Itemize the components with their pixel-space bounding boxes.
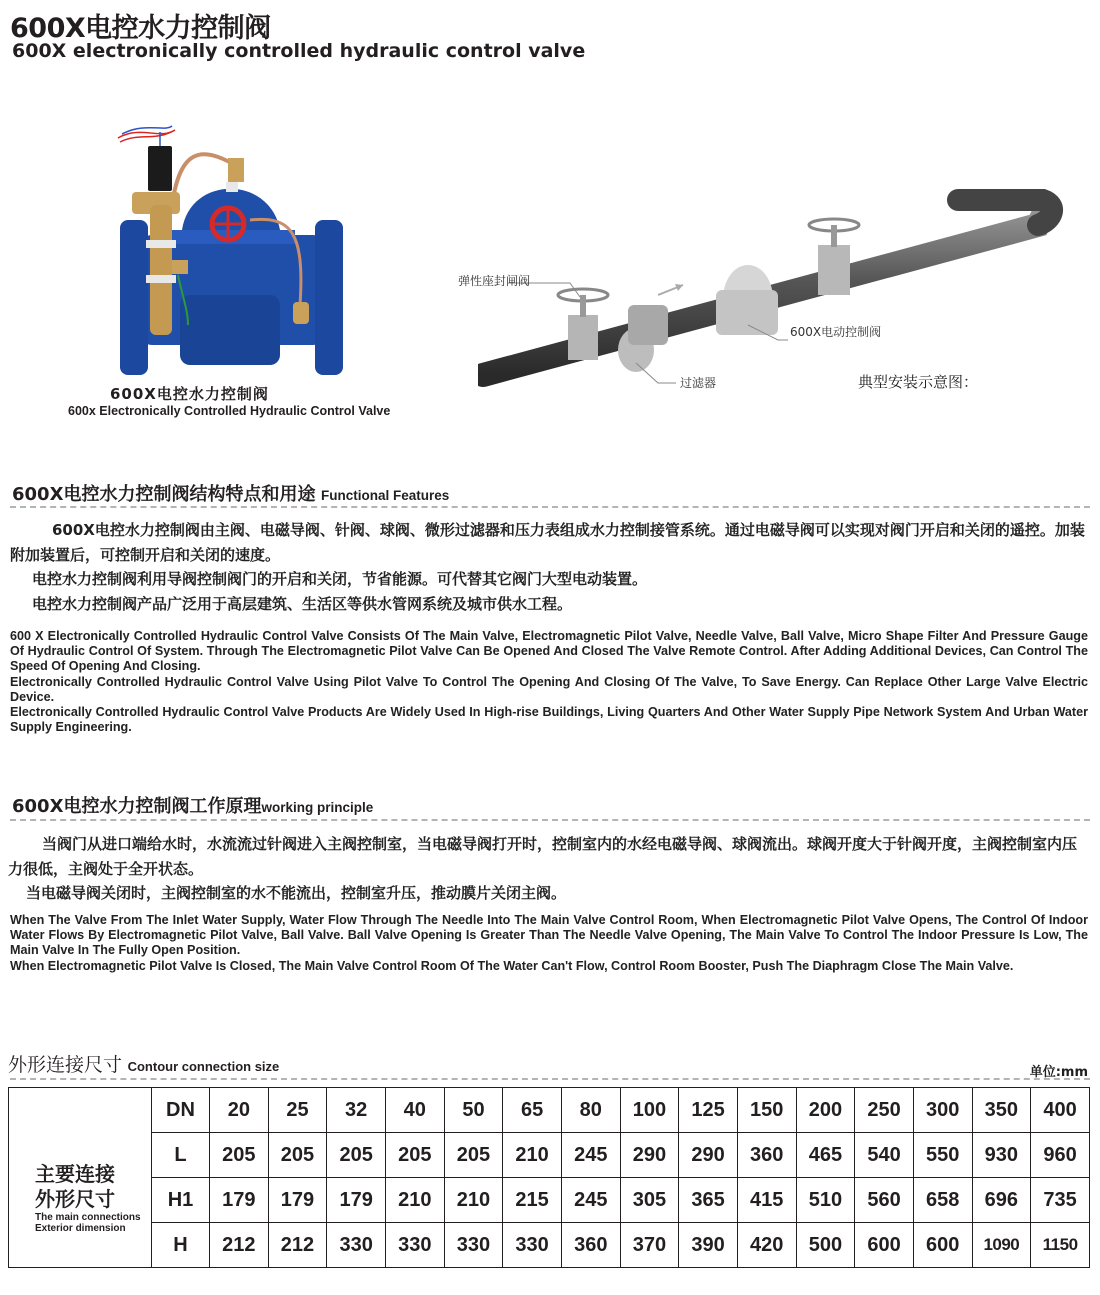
table-cell: 360 — [561, 1223, 620, 1268]
table-cell: 510 — [796, 1178, 855, 1223]
table-cell: 40 — [385, 1088, 444, 1133]
table-cell: 245 — [561, 1178, 620, 1223]
table-cell: 205 — [210, 1133, 269, 1178]
label-filter: 过滤器 — [680, 376, 717, 390]
installation-diagram — [478, 185, 1078, 395]
features-heading — [12, 480, 449, 506]
table-cell: 330 — [385, 1223, 444, 1268]
table-cell: 300 — [913, 1088, 972, 1133]
features-para-cn-1: 600X电控水力控制阀由主阀、电磁导阀、针阀、球阀、微形过滤器和压力表组成水力控制接管系统。通过电磁导阀可以实现对阀门开启和关闭的遥控。加装附加装置后，可控制开启和关闭的速度。 — [10, 521, 1085, 564]
product-caption-cn: 600X电控水力控制阀 — [110, 385, 269, 403]
table-cell: 80 — [561, 1088, 620, 1133]
table-cell: 930 — [972, 1133, 1031, 1178]
page-title-en: 600X electronically controlled hydraulic control valve — [12, 40, 586, 62]
table-cell: 600 — [913, 1223, 972, 1268]
table-cell: 205 — [268, 1133, 327, 1178]
table-cell: 25 — [268, 1088, 327, 1133]
table-row — [9, 1178, 1090, 1223]
features-body-en — [10, 629, 1088, 735]
row-label: H1 — [152, 1178, 210, 1223]
table-cell: 20 — [210, 1088, 269, 1133]
side-label-cell — [9, 1088, 152, 1268]
table-cell: 960 — [1031, 1133, 1090, 1178]
table-cell: 179 — [268, 1178, 327, 1223]
table-cell: 400 — [1031, 1088, 1090, 1133]
table-cell: 330 — [444, 1223, 503, 1268]
table-cell: 32 — [327, 1088, 386, 1133]
table-cell: 250 — [855, 1088, 914, 1133]
table-cell: 215 — [503, 1178, 562, 1223]
principle-para-en-1: When The Valve From The Inlet Water Supply, Water Flow Through The Needle Into The Main Valve Control Room, When Electromagnetic Pilot Valve Opens, The Control Of Indoor Water Flows By Electromagnetic Pilot Valve, Ball Valve. Ball Valve Opening Is Greater Than The Needle Valve Opening, The Main Valve To Control The Indoor Pressure Is Low, The Main Valve In The Fully Open Position. — [10, 913, 1088, 958]
table-cell: 290 — [620, 1133, 679, 1178]
table-cell: 350 — [972, 1088, 1031, 1133]
table-cell: 210 — [503, 1133, 562, 1178]
table-cell: 245 — [561, 1133, 620, 1178]
dimensions-heading-cn: 外形连接尺寸 — [8, 1054, 123, 1076]
principle-heading-en: working principle — [261, 800, 374, 815]
table-cell: 200 — [796, 1088, 855, 1133]
divider — [10, 1078, 1090, 1080]
side-label-cn-2: 外形尺寸 — [35, 1186, 115, 1211]
features-para-en-2: Electronically Controlled Hydraulic Control Valve Using Pilot Valve To Control The Opening And Closing Of The Valve, To Save Energy. Can Replace Other Large Valve Electric Device. — [10, 674, 1088, 704]
features-para-cn-3: 电控水力控制阀产品广泛用于高层建筑、生活区等供水管网系统及城市供水工程。 — [32, 594, 573, 613]
table-cell: 330 — [327, 1223, 386, 1268]
table-cell: 179 — [327, 1178, 386, 1223]
features-para-cn-2: 电控水力控制阀利用导阀控制阀门的开启和关闭，节省能源。可代替其它阀门大型电动装置。 — [32, 570, 648, 588]
dimensions-heading — [8, 1050, 279, 1077]
table-cell: 210 — [385, 1178, 444, 1223]
features-para-en-1: 600 X Electronically Controlled Hydraulic Control Valve Consists Of The Main Valve, Electromagnetic Pilot Valve, Needle Valve, Ball Valve, Micro Shape Filter And Pressure Gauge Of Hydraulic Control Of System. Through The Electromagnetic Pilot Valve Can Be Opened And Closed The Valve Remote Control. After Adding Additional Devices, Can Control The Speed Of Opening And Closing. — [10, 629, 1088, 674]
table-cell: 658 — [913, 1178, 972, 1223]
unit-label: 单位:mm — [1029, 1065, 1088, 1080]
principle-para-en-2: When Electromagnetic Pilot Valve Is Closed, The Main Valve Control Room Of The Water Can't Flow, Control Room Booster, Push The Diaphragm Close The Main Valve. — [10, 958, 1014, 973]
label-gate-valve: 弹性座封闸阀 — [458, 274, 531, 288]
principle-para-cn-2: 当电磁导阀关闭时，主阀控制室的水不能流出，控制室升压，推动膜片关闭主阀。 — [26, 884, 567, 902]
row-label: H — [152, 1223, 210, 1268]
table-cell: 205 — [327, 1133, 386, 1178]
table-cell: 1090 — [972, 1223, 1031, 1268]
table-cell: 125 — [679, 1088, 738, 1133]
table-cell: 696 — [972, 1178, 1031, 1223]
table-cell: 212 — [268, 1223, 327, 1268]
table-cell: 205 — [385, 1133, 444, 1178]
table-cell: 500 — [796, 1223, 855, 1268]
table-cell: 205 — [444, 1133, 503, 1178]
table-cell: 420 — [737, 1223, 796, 1268]
product-caption-en: 600x Electronically Controlled Hydraulic Control Valve — [68, 404, 391, 418]
row-label: L — [152, 1133, 210, 1178]
divider — [10, 819, 1090, 821]
principle-heading-cn: 600X电控水力控制阀工作原理 — [12, 796, 262, 817]
table-row — [9, 1223, 1090, 1268]
table-cell: 600 — [855, 1223, 914, 1268]
table-cell: 290 — [679, 1133, 738, 1178]
page-title-cn: 600X电控水力控制阀 — [10, 13, 271, 44]
product-photo — [110, 120, 355, 375]
dimensions-heading-en: Contour connection size — [127, 1059, 280, 1074]
table-cell: 370 — [620, 1223, 679, 1268]
table-cell: 179 — [210, 1178, 269, 1223]
table-cell: 415 — [737, 1178, 796, 1223]
table-cell: 150 — [737, 1088, 796, 1133]
principle-heading — [12, 792, 373, 818]
label-control-valve: 600X电动控制阀 — [790, 325, 882, 339]
table-cell: 735 — [1031, 1178, 1090, 1223]
table-cell: 210 — [444, 1178, 503, 1223]
features-heading-en: Functional Features — [321, 488, 450, 503]
side-label-cn-1: 主要连接 — [35, 1161, 115, 1186]
side-label-en-2: Exterior dimension — [35, 1222, 126, 1234]
table-cell: 465 — [796, 1133, 855, 1178]
table-cell: 100 — [620, 1088, 679, 1133]
principle-body-cn — [8, 832, 1088, 906]
features-body-cn — [10, 518, 1092, 616]
table-cell: 365 — [679, 1178, 738, 1223]
valve-illustration — [110, 120, 355, 375]
table-cell: 360 — [737, 1133, 796, 1178]
diagram-title: 典型安装示意图： — [858, 373, 979, 391]
row-label: DN — [152, 1088, 210, 1133]
table-cell: 560 — [855, 1178, 914, 1223]
table-cell: 390 — [679, 1223, 738, 1268]
pipeline-illustration — [478, 185, 1078, 395]
table-cell: 330 — [503, 1223, 562, 1268]
divider — [10, 506, 1090, 508]
table-cell: 50 — [444, 1088, 503, 1133]
side-label-en-1: The main connections — [35, 1211, 141, 1223]
table-cell: 305 — [620, 1178, 679, 1223]
table-cell: 540 — [855, 1133, 914, 1178]
table-row — [9, 1133, 1090, 1178]
table-cell: 550 — [913, 1133, 972, 1178]
principle-body-en — [10, 913, 1088, 974]
features-para-en-3: Electronically Controlled Hydraulic Control Valve Products Are Widely Used In High-rise Buildings, Living Quarters And Other Water Supply Pipe Network System And Urban Water Supply Engineering. — [10, 705, 1088, 735]
table-cell: 1150 — [1031, 1223, 1090, 1268]
features-heading-cn: 600X电控水力控制阀结构特点和用途 — [12, 484, 316, 505]
table-row — [9, 1088, 1090, 1133]
table-cell: 212 — [210, 1223, 269, 1268]
principle-para-cn-1: 当阀门从进口端给水时，水流流过针阀进入主阀控制室，当电磁导阀打开时，控制室内的水经电磁导阀、球阀流出。球阀开度大于针阀开度，主阀控制室内压力很低，主阀处于全开状态。 — [8, 835, 1078, 878]
table-cell: 65 — [503, 1088, 562, 1133]
dimension-table — [8, 1087, 1090, 1268]
